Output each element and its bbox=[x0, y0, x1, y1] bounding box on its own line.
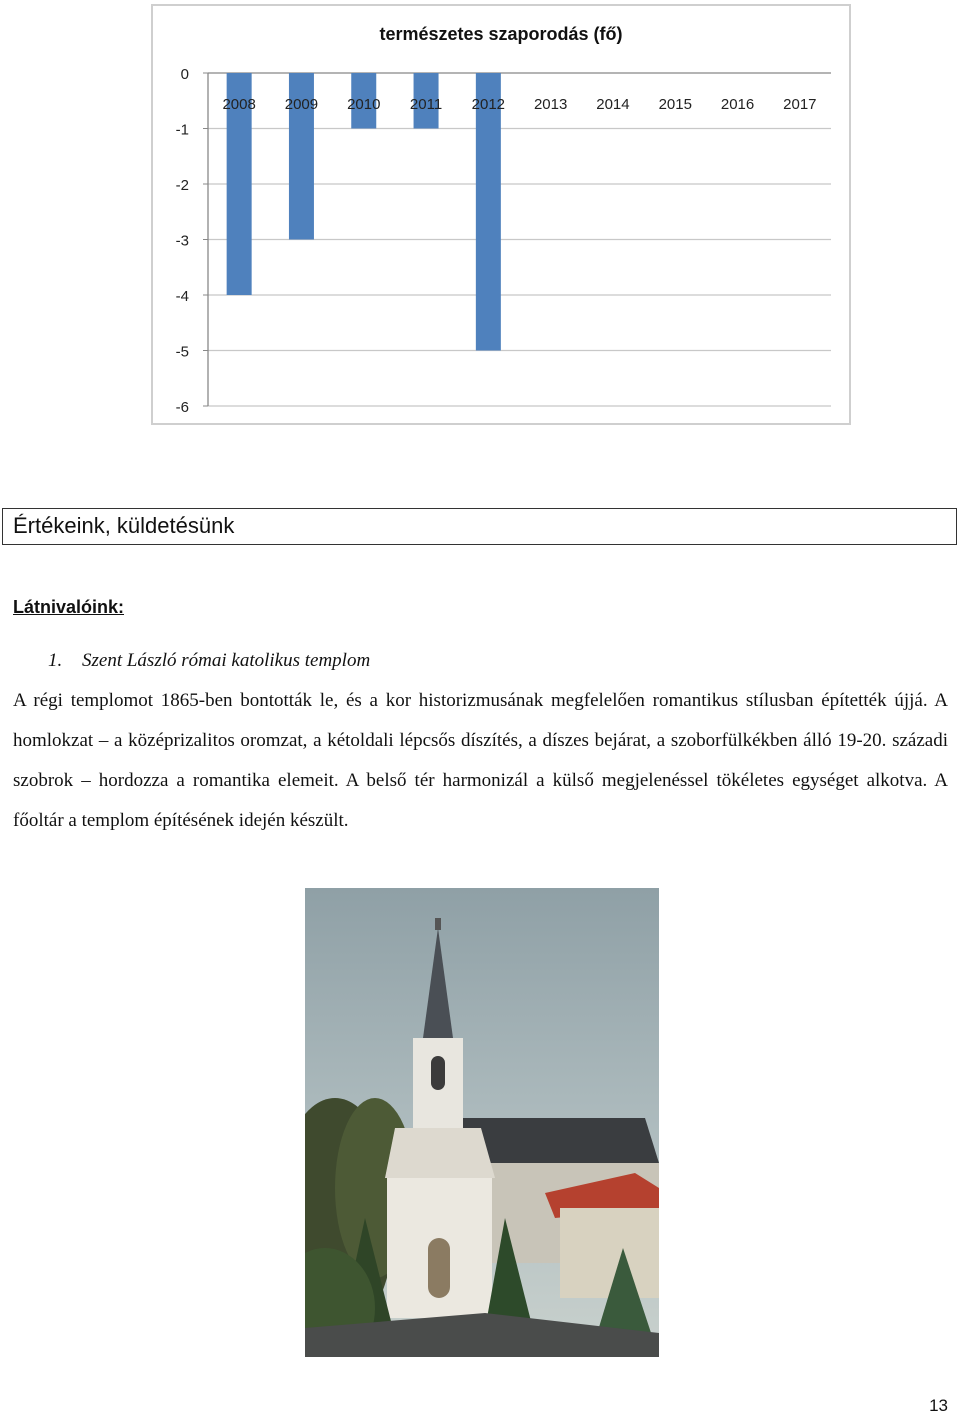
x-tick-label: 2015 bbox=[658, 96, 692, 113]
chart-title: természetes szaporodás (fő) bbox=[379, 24, 623, 44]
x-tick-label: 2008 bbox=[222, 96, 256, 113]
sight-item-heading bbox=[48, 650, 370, 672]
y-tick-label: -2 bbox=[175, 177, 189, 194]
natural-increase-chart bbox=[151, 4, 851, 425]
x-tick-label: 2012 bbox=[471, 96, 506, 113]
y-tick-label: -4 bbox=[175, 288, 189, 305]
sight-item-title: Szent László római katolikus templom bbox=[82, 650, 371, 671]
sights-heading: Látnivalóink: bbox=[13, 597, 125, 617]
section-title-box: Értékeink, küldetésünk bbox=[2, 508, 957, 545]
x-tick-label: 2014 bbox=[596, 96, 630, 113]
y-tick-label: -1 bbox=[175, 121, 189, 139]
x-tick-label: 2017 bbox=[783, 96, 817, 113]
bar-2012 bbox=[476, 73, 501, 351]
y-tick-label: -3 bbox=[175, 232, 189, 250]
x-tick-label: 2011 bbox=[409, 96, 443, 113]
church-photo bbox=[305, 888, 659, 1357]
sight-item-number: 1. bbox=[48, 650, 63, 671]
x-tick-label: 2010 bbox=[347, 96, 381, 113]
y-tick-label: 0 bbox=[180, 66, 189, 83]
y-tick-label: -6 bbox=[175, 399, 189, 416]
sight-description: A régi templomot 1865-ben bontották le, és a kor historizmusának megfelelően romantikus stílusban építették újjá. A homlokzat – a középrizalitos oromzat, a kétoldali lépcsős díszítés, a díszes bejárat, a szoborfülkékben álló 19-20. századi szobrok – hordozza a romantika elemeit. A belső tér harmonizál a külső megjelenéssel tökéletes egységet alkotva. A főoltár a templom építésének idején készült. bbox=[13, 690, 948, 831]
y-tick-label: -5 bbox=[175, 343, 189, 361]
x-tick-label: 2016 bbox=[720, 96, 755, 113]
x-tick-label: 2009 bbox=[284, 96, 319, 113]
page-number: 13 bbox=[929, 1396, 948, 1415]
x-tick-label: 2013 bbox=[533, 96, 568, 113]
chart-plot-area bbox=[153, 6, 853, 427]
